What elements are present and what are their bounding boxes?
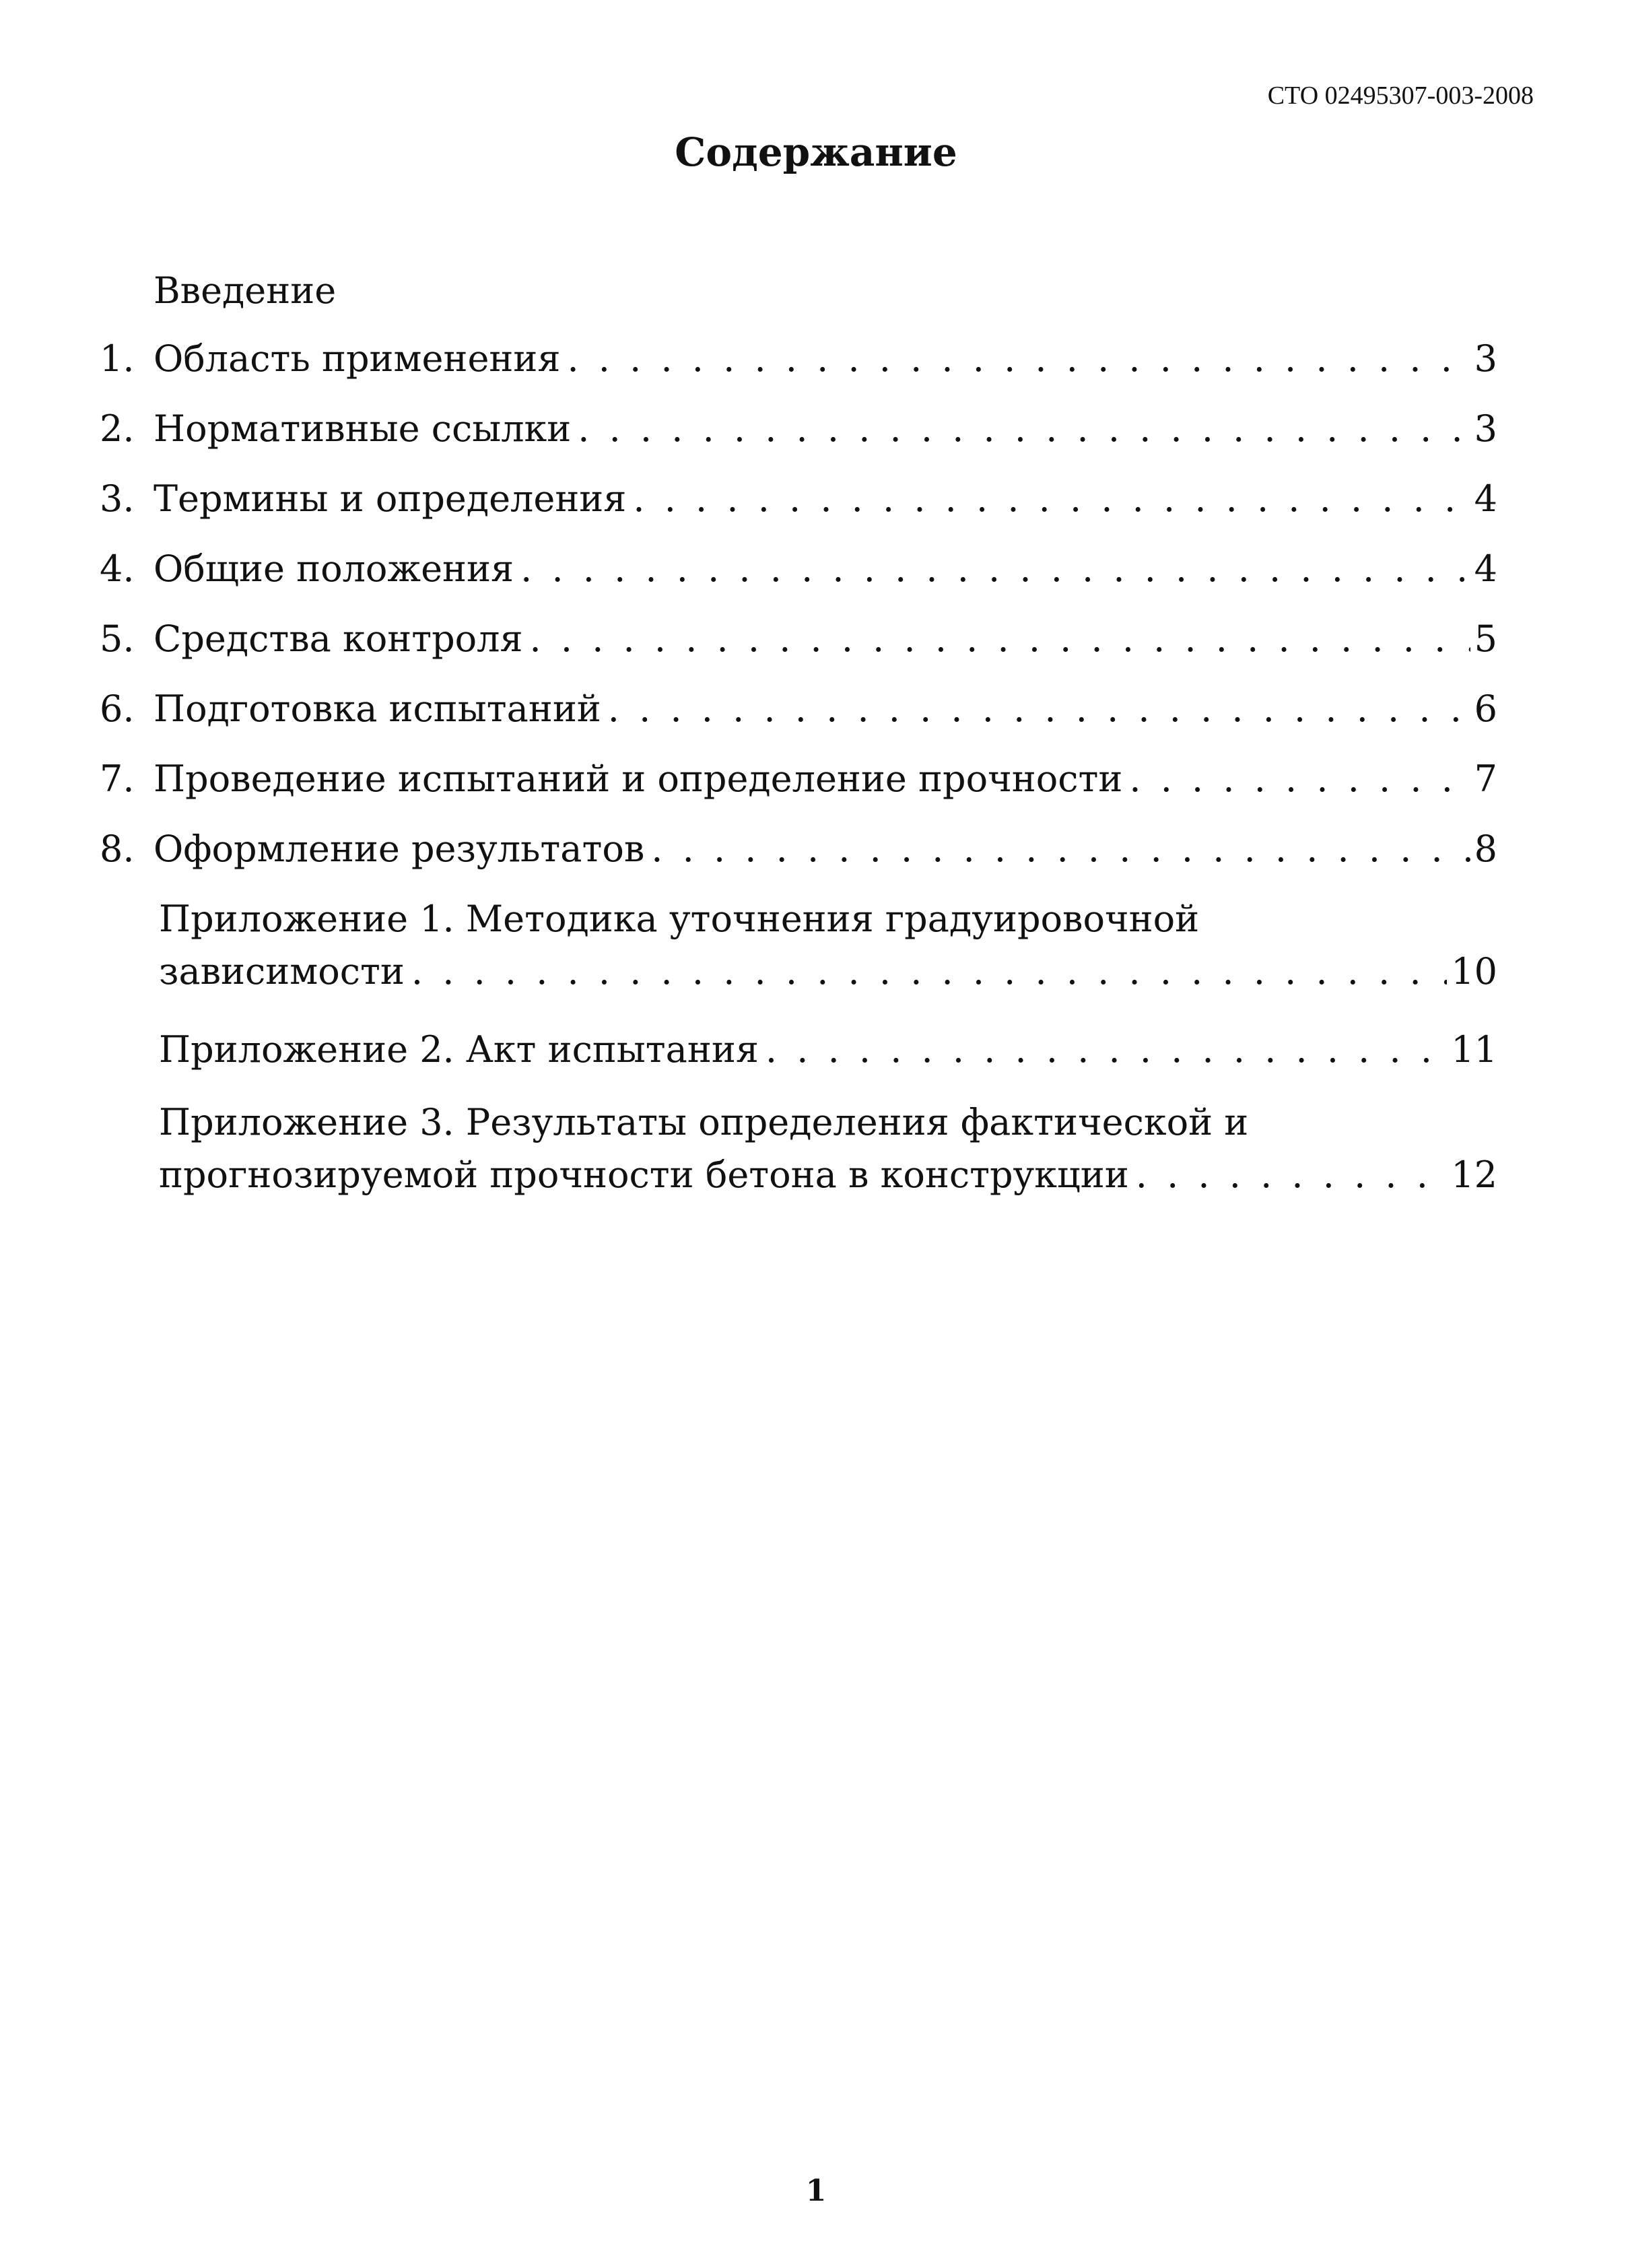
toc-item-page: 3	[1474, 337, 1497, 380]
toc-appendix-page: 11	[1451, 1028, 1497, 1071]
toc-item-label: Оформление результатов	[154, 828, 645, 870]
toc-item-page: 3	[1474, 407, 1497, 450]
toc-item-number: 6.	[100, 688, 135, 730]
page-number: 1	[805, 2174, 827, 2208]
toc-leader-dots	[766, 1026, 1447, 1073]
toc-item-label: Общие положения	[154, 547, 514, 590]
toc-item-number: 2.	[100, 407, 135, 450]
toc-item-number: 4.	[100, 547, 135, 590]
toc-item-label: Средства контроля	[154, 618, 523, 660]
toc-item-label: Подготовка испытаний	[154, 688, 601, 730]
toc-item-8[interactable]	[100, 826, 1497, 873]
toc-appendix-2[interactable]	[159, 1026, 1497, 1073]
toc-appendix-page: 10	[1451, 950, 1497, 993]
toc-item-5[interactable]	[100, 615, 1497, 663]
toc-item-number: 5.	[100, 618, 135, 660]
toc-item-label: Нормативные ссылки	[154, 407, 572, 450]
toc-item-2[interactable]	[100, 405, 1497, 453]
page-title: Содержание	[675, 129, 957, 175]
toc-item-label: Область применения	[154, 337, 561, 380]
toc-leader-dots	[1136, 1152, 1448, 1199]
toc-item-number: 8.	[100, 828, 135, 870]
toc-item-6[interactable]	[100, 686, 1497, 733]
toc-item-page: 4	[1474, 547, 1497, 590]
toc-leader-dots	[530, 615, 1470, 663]
toc-appendix-3[interactable]	[159, 1152, 1497, 1199]
toc-item-page: 5	[1474, 618, 1497, 660]
toc-appendix-label: прогнозируемой прочности бетона в конструкции	[159, 1154, 1129, 1196]
toc-appendix-1-title: Приложение 1. Методика уточнения градуировочной	[159, 898, 1200, 940]
toc-leader-dots	[633, 475, 1470, 523]
toc-leader-dots	[411, 948, 1447, 995]
toc-leader-dots	[1129, 756, 1470, 803]
toc-item-number: 3.	[100, 477, 135, 520]
toc-item-page: 4	[1474, 477, 1497, 520]
toc-leader-dots	[651, 826, 1470, 873]
toc-appendix-label: зависимости	[159, 950, 405, 993]
toc-item-number: 7.	[100, 758, 135, 800]
toc-item-1[interactable]	[100, 335, 1497, 382]
toc-leader-dots	[520, 545, 1470, 593]
toc-appendix-1[interactable]	[159, 948, 1497, 995]
toc-item-number: 1.	[100, 337, 135, 380]
toc-item-page: 7	[1474, 758, 1497, 800]
toc-leader-dots	[567, 335, 1470, 382]
toc-item-page: 6	[1474, 688, 1497, 730]
toc-item-label: Проведение испытаний и определение прочности	[154, 758, 1123, 800]
toc-appendix-3-title: Приложение 3. Результаты определения фактической и	[159, 1101, 1249, 1143]
toc-leader-dots	[578, 405, 1470, 453]
toc-leader-dots	[608, 686, 1470, 733]
toc-appendix-page: 12	[1451, 1154, 1497, 1196]
toc-item-3[interactable]	[100, 475, 1497, 523]
toc-item-4[interactable]	[100, 545, 1497, 593]
toc-item-label: Термины и определения	[154, 477, 627, 520]
toc-appendix-label: Приложение 2. Акт испытания	[159, 1028, 759, 1071]
toc-item-page: 8	[1474, 828, 1497, 870]
toc-intro: Введение	[154, 269, 337, 312]
document-code: СТО 02495307-003-2008	[1267, 81, 1534, 110]
toc-item-7[interactable]	[100, 756, 1497, 803]
